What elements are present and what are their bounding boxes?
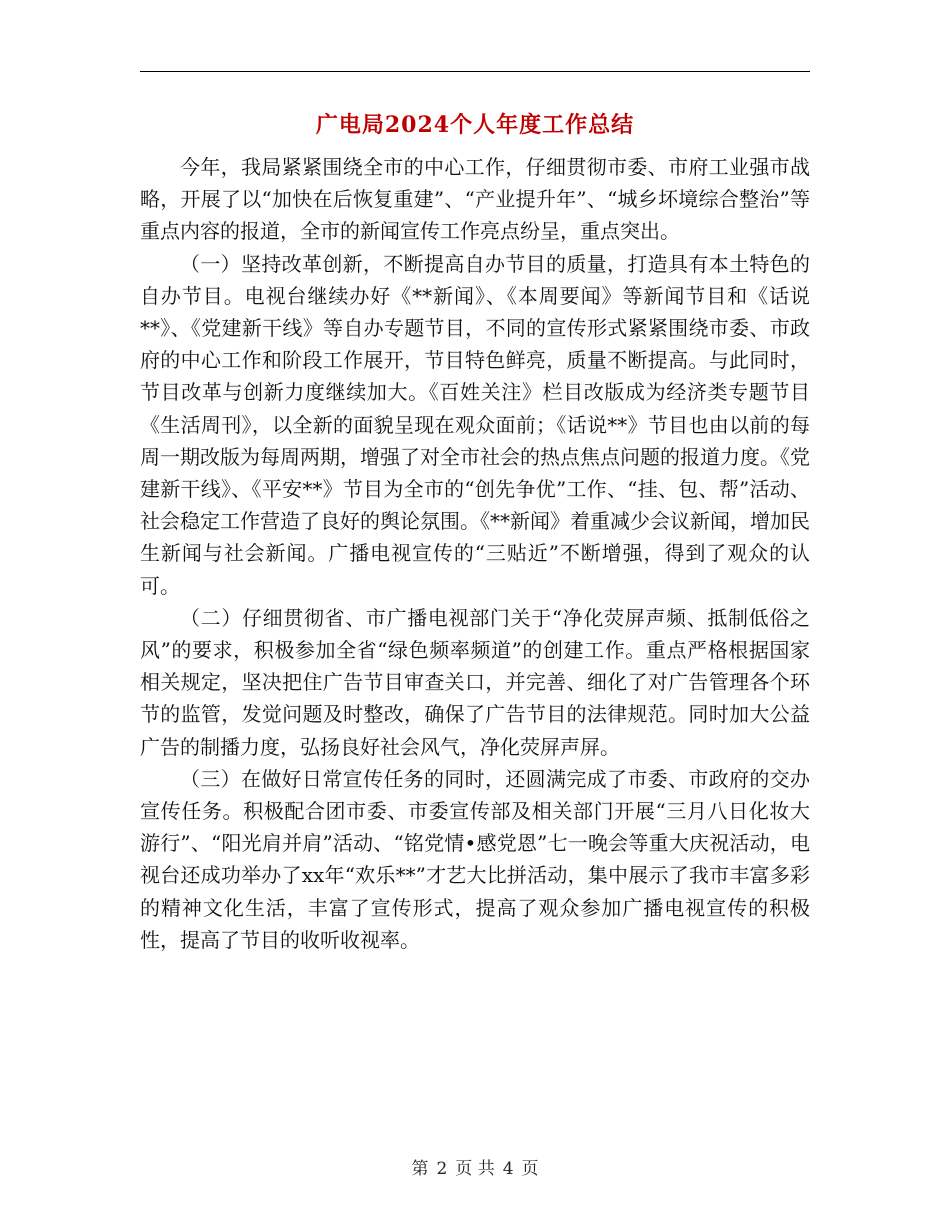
page-footer [0, 1154, 950, 1179]
header-rule [140, 71, 810, 72]
paragraph-section-1: （一）坚持改革创新，不断提高自办节目的质量，打造具有本土特色的自办节目。电视台继续办好《**新闻》、《本周要闻》等新闻节目和《话说**》、《党建新干线》等自办专题节目，不同的宣传形式紧紧围绕市委、市政府的中心工作和阶段工作展开，节目特色鲜亮，质量不断提高。与此同时，节目改革与创新力度继续加大。《百姓关注》栏目改版成为经济类专题节目《生活周刊》，以全新的面貌呈现在观众面前；《话说**》节目也由以前的每周一期改版为每周两期，增强了对全市社会的热点焦点问题的报道力度。《党建新干线》、《平安**》节目为全市的“创先争优”工作、“挂、包、帮”活动、社会稳定工作营造了良好的舆论氛围。《**新闻》着重减少会议新闻，增加民生新闻与社会新闻。广播电视宣传的“三贴近”不断增强，得到了观众的认可。 [140, 251, 810, 598]
footer-page-number: 2 [436, 1159, 448, 1179]
document-body [140, 151, 810, 956]
paragraph-section-3: （三）在做好日常宣传任务的同时，还圆满完成了市委、市政府的交办宣传任务。积极配合团市委、市委宣传部及相关部门开展“三月八日化妆大游行”、“阳光肩并肩”活动、“铭党情•感党恩”七一晚会等重大庆祝活动，电视台还成功举办了xx年“欢乐**”才艺大比拼活动，集中展示了我市丰富多彩的精神文化生活，丰富了宣传形式，提高了观众参加广播电视宣传的积极性，提高了节目的收听收视率。 [140, 766, 810, 952]
footer-total-pages: 4 [502, 1159, 514, 1179]
footer-suffix: 页 [521, 1159, 539, 1179]
paragraph-section-2: （二）仔细贯彻省、市广播电视部门关于“净化荧屏声频、抵制低俗之风”的要求，积极参加全省“绿色频率频道”的创建工作。重点严格根据国家相关规定，坚决把住广告节目审查关口，并完善、细化了对广告管理各个环节的监管，发觉问题及时整改，确保了广告节目的法律规范。同时加大公益广告的制播力度，弘扬良好社会风气，净化荧屏声屏。 [140, 605, 810, 759]
footer-prefix: 第 [411, 1159, 429, 1179]
footer-middle: 页 共 [455, 1159, 495, 1179]
paragraph-intro: 今年，我局紧紧围绕全市的中心工作，仔细贯彻市委、市府工业强市战略，开展了以“加快在后恢复重建”、“产业提升年”、“城乡坏境综合整治”等重点内容的报道，全市的新闻宣传工作亮点纷呈，重点突出。 [140, 155, 810, 244]
document-title: 广电局2024个人年度工作总结 [315, 112, 635, 138]
